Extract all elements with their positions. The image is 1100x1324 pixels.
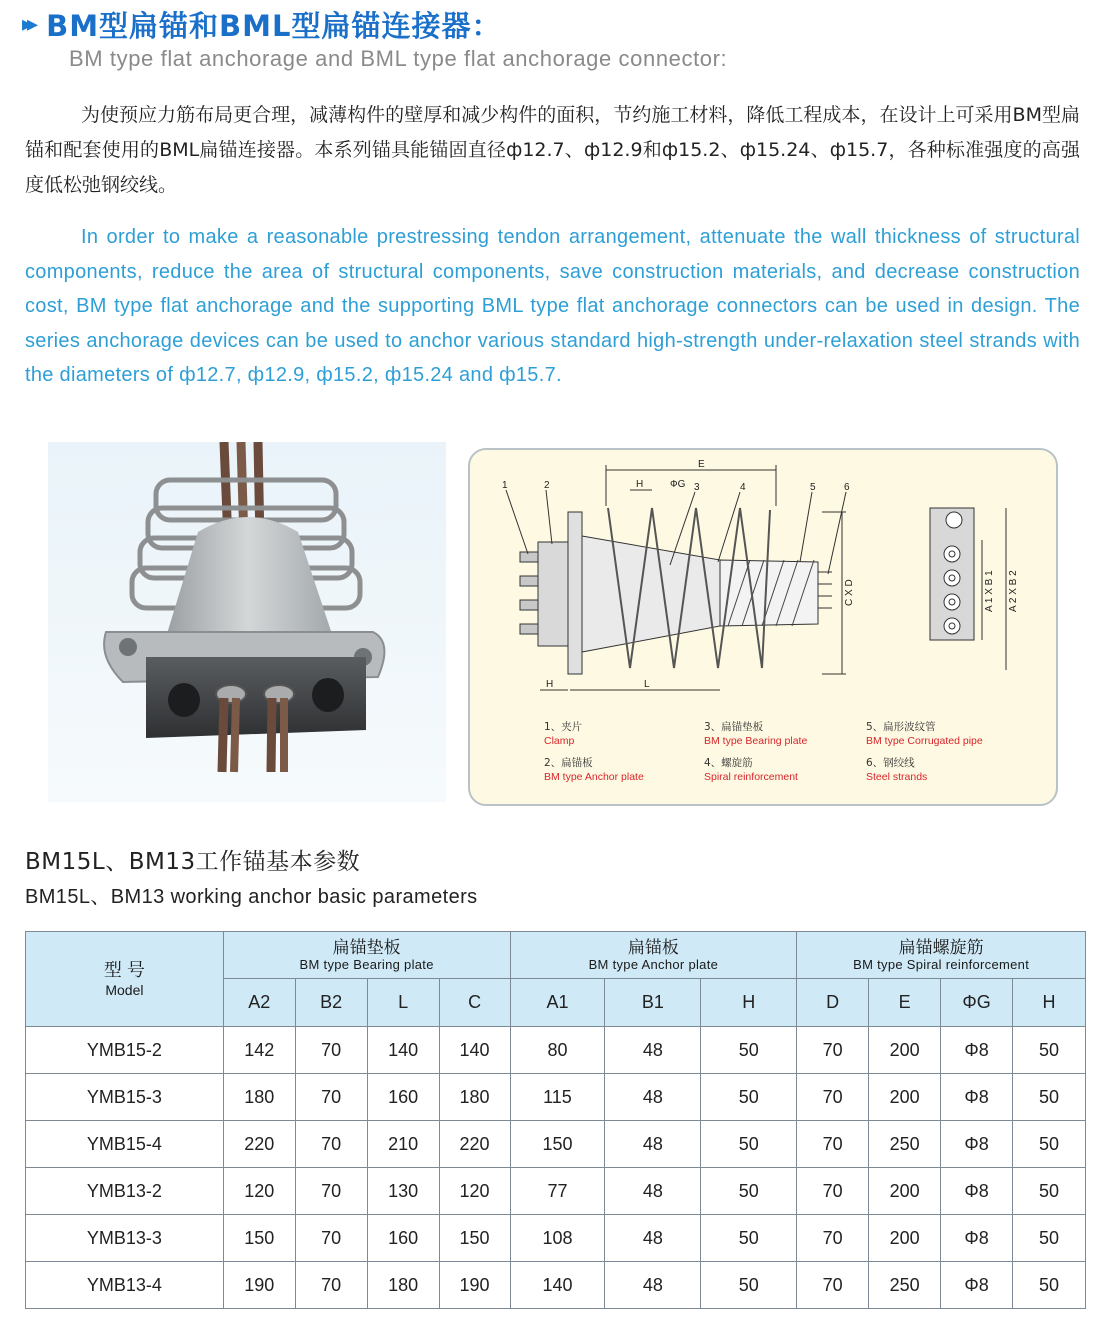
table-cell: 50 [1013, 1027, 1086, 1074]
table-cell: 70 [797, 1074, 869, 1121]
callout-2: 2 [544, 480, 550, 491]
table-cell: 50 [1013, 1168, 1086, 1215]
anchor-section-drawing [470, 450, 1056, 804]
column-header: H [1013, 979, 1086, 1027]
table-cell: 220 [439, 1121, 510, 1168]
table-cell: Φ8 [941, 1074, 1013, 1121]
section-title-zh: BM15L、BM13工作锚基本参数 [25, 849, 361, 875]
model-header: 型 号 Model [26, 932, 224, 1027]
callout-4: 4 [740, 482, 746, 493]
table-cell: 210 [367, 1121, 439, 1168]
table-cell: 150 [510, 1121, 605, 1168]
dim-e: E [698, 459, 705, 470]
dim-a1b1: A 1 X B 1 [984, 570, 995, 612]
group-header-anchor-plate: 扁锚板 BM type Anchor plate [510, 932, 797, 979]
table-cell: 140 [510, 1262, 605, 1309]
legend-item: 5、扁形波纹管 BM type Corrugated pipe [866, 721, 983, 747]
technical-diagram [468, 448, 1058, 806]
legend-item: 4、螺旋筋 Spiral reinforcement [704, 757, 798, 783]
section-title-en: BM15L、BM13 working anchor basic parameters [25, 886, 478, 908]
table-cell: 70 [295, 1074, 367, 1121]
group-header-spiral: 扁锚螺旋筋 BM type Spiral reinforcement [797, 932, 1086, 979]
table-cell: 160 [367, 1074, 439, 1121]
table-cell: 48 [605, 1215, 701, 1262]
table-cell: 200 [869, 1027, 941, 1074]
table-cell: 130 [367, 1168, 439, 1215]
table-cell: 48 [605, 1121, 701, 1168]
table-cell: 200 [869, 1074, 941, 1121]
table-cell: 120 [439, 1168, 510, 1215]
table-cell: Φ8 [941, 1215, 1013, 1262]
table-cell: 220 [223, 1121, 295, 1168]
callout-1: 1 [502, 480, 508, 491]
table-cell: 48 [605, 1168, 701, 1215]
model-cell: YMB13-3 [26, 1215, 224, 1262]
table-cell: 190 [223, 1262, 295, 1309]
table-cell: 48 [605, 1074, 701, 1121]
table-row [26, 1262, 1086, 1309]
table-cell: 180 [223, 1074, 295, 1121]
column-header: D [797, 979, 869, 1027]
table-row [26, 1168, 1086, 1215]
table-cell: 50 [701, 1215, 797, 1262]
table-cell: 80 [510, 1027, 605, 1074]
table-cell: 50 [1013, 1074, 1086, 1121]
table-cell: Φ8 [941, 1027, 1013, 1074]
table-cell: Φ8 [941, 1168, 1013, 1215]
title-zh: BM型扁锚和BML型扁锚连接器： [46, 9, 502, 43]
table-cell: 70 [797, 1121, 869, 1168]
column-header: A1 [510, 979, 605, 1027]
table-cell: 142 [223, 1027, 295, 1074]
intro-paragraph-en: In order to make a reasonable prestressing tendon arrangement, attenuate the wall thickness of structural components, reduce the area of structural components, save construction materials, and decrease construction cost, BM type flat anchorage and the supporting BML type flat anchorage connectors can be used in design. The series anchorage devices can be used to anchor various standard high-strength under-relaxation steel strands with the diameters of ф12.7, ф12.9, ф15.2, ф15.24 and ф15.7. [25, 226, 1080, 386]
table-body [26, 1027, 1086, 1309]
table-cell: 50 [1013, 1215, 1086, 1262]
table-cell: 120 [223, 1168, 295, 1215]
table-cell: 108 [510, 1215, 605, 1262]
legend-item: 3、扁锚垫板 BM type Bearing plate [704, 721, 808, 747]
table-cell: 70 [295, 1027, 367, 1074]
table-cell: 70 [797, 1027, 869, 1074]
page-title [22, 4, 502, 45]
table-cell: 150 [439, 1215, 510, 1262]
model-cell: YMB15-4 [26, 1121, 224, 1168]
table-cell: 250 [869, 1262, 941, 1309]
table-cell: 70 [295, 1215, 367, 1262]
table-cell: 50 [1013, 1121, 1086, 1168]
table-cell: 150 [223, 1215, 295, 1262]
model-cell: YMB13-4 [26, 1262, 224, 1309]
table-cell: 140 [439, 1027, 510, 1074]
table-cell: 115 [510, 1074, 605, 1121]
callout-3: 3 [694, 482, 700, 493]
double-arrow-icon: ▸▸ [22, 12, 33, 37]
dim-h-bottom: H [546, 679, 554, 690]
table-cell: Φ8 [941, 1262, 1013, 1309]
dim-cxd: C X D [844, 579, 855, 606]
column-header: A2 [223, 979, 295, 1027]
table-row [26, 1074, 1086, 1121]
dim-a2b2: A 2 X B 2 [1008, 570, 1019, 612]
table-cell: 70 [797, 1168, 869, 1215]
legend-item: 6、钢绞线 Steel strands [866, 757, 928, 783]
table-cell: 70 [295, 1262, 367, 1309]
table-row [26, 1121, 1086, 1168]
table-cell: 160 [367, 1215, 439, 1262]
dim-l: L [644, 679, 650, 690]
table-row [26, 1215, 1086, 1262]
column-header: ΦG [941, 979, 1013, 1027]
table-cell: 70 [797, 1215, 869, 1262]
model-cell: YMB15-3 [26, 1074, 224, 1121]
table-cell: 180 [439, 1074, 510, 1121]
model-cell: YMB13-2 [26, 1168, 224, 1215]
column-header: H [701, 979, 797, 1027]
table-cell: 50 [701, 1027, 797, 1074]
table-cell: 50 [701, 1074, 797, 1121]
table-cell: 200 [869, 1168, 941, 1215]
dim-g: ФG [670, 479, 686, 490]
parameter-table [25, 931, 1086, 1309]
callout-5: 5 [810, 482, 816, 493]
table-cell: 70 [295, 1168, 367, 1215]
column-header: B1 [605, 979, 701, 1027]
group-header-bearing-plate: 扁锚垫板 BM type Bearing plate [223, 932, 510, 979]
intro-paragraph-zh: 为使预应力筋布局更合理，减薄构件的壁厚和减少构件的面积，节约施工材料，降低工程成本，在设计上可采用BM型扁锚和配套使用的BML扁锚连接器。本系列锚具能锚固直径ф12.7、ф12.9和ф15.2、ф15.24、ф15.7，各种标准强度的高强度低松弛钢绞线。 [25, 104, 1080, 196]
table-row [26, 1027, 1086, 1074]
callout-6: 6 [844, 482, 850, 493]
table-cell: 50 [701, 1121, 797, 1168]
table-cell: 250 [869, 1121, 941, 1168]
column-header: L [367, 979, 439, 1027]
table-cell: 190 [439, 1262, 510, 1309]
table-cell: 77 [510, 1168, 605, 1215]
column-header: C [439, 979, 510, 1027]
column-header: E [869, 979, 941, 1027]
table-cell: 50 [701, 1262, 797, 1309]
anchor-photo [48, 442, 446, 802]
table-cell: 180 [367, 1262, 439, 1309]
table-cell: 70 [797, 1262, 869, 1309]
table-cell: 48 [605, 1262, 701, 1309]
table-cell: Φ8 [941, 1121, 1013, 1168]
table-cell: 50 [701, 1168, 797, 1215]
table-cell: 70 [295, 1121, 367, 1168]
legend-item: 2、扁锚板 BM type Anchor plate [544, 757, 644, 783]
table-cell: 200 [869, 1215, 941, 1262]
dim-h: H [636, 479, 644, 490]
title-en: BM type flat anchorage and BML type flat anchorage connector: [69, 46, 728, 71]
table-cell: 50 [1013, 1262, 1086, 1309]
table-cell: 140 [367, 1027, 439, 1074]
column-header: B2 [295, 979, 367, 1027]
table-cell: 48 [605, 1027, 701, 1074]
model-cell: YMB15-2 [26, 1027, 224, 1074]
legend-item: 1、夹片 Clamp [544, 721, 583, 747]
